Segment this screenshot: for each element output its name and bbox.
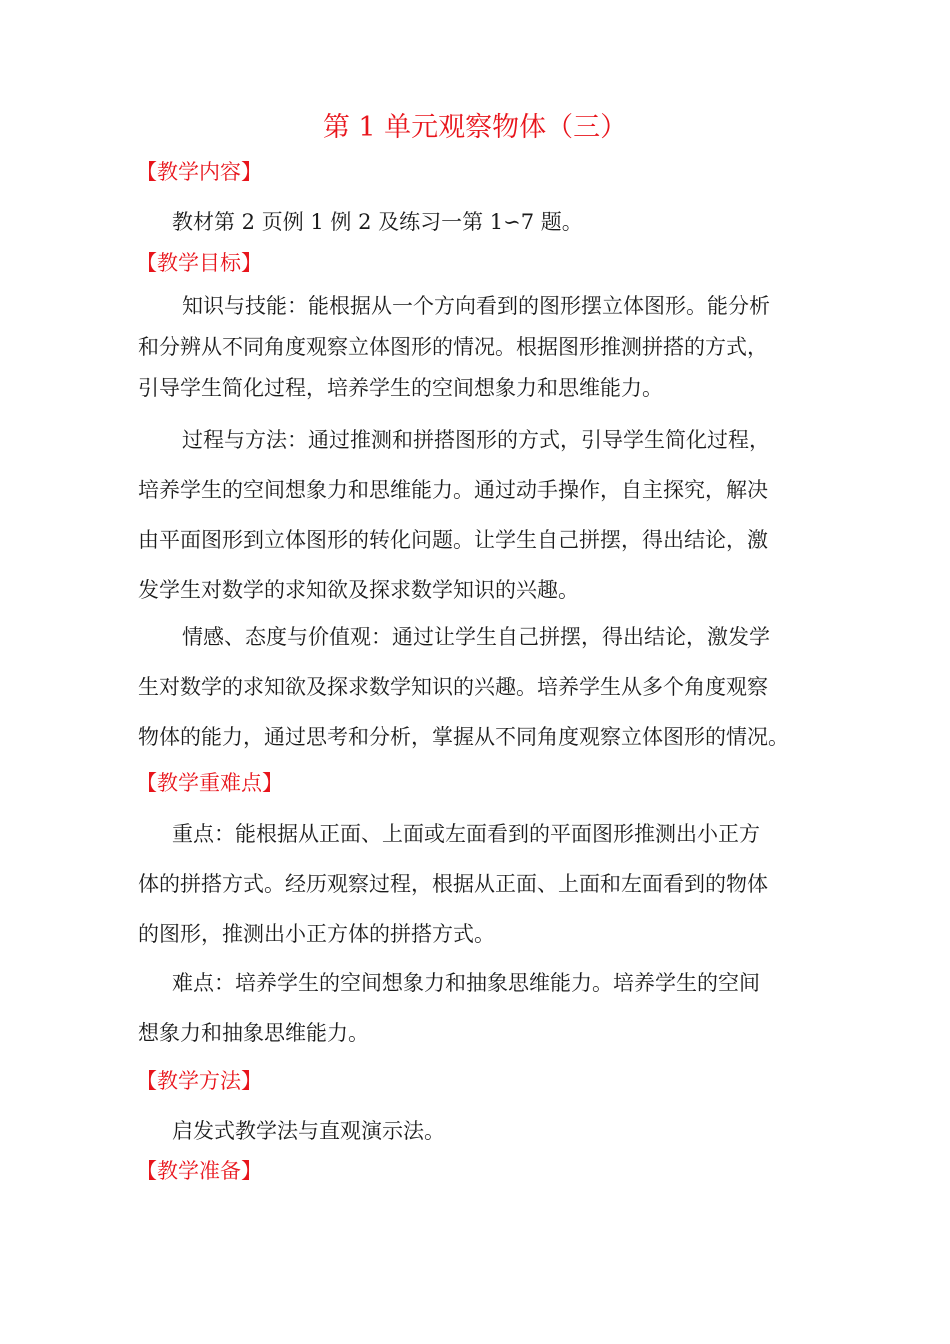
paragraph-knowledge-skills	[138, 286, 838, 409]
text-line: 培养学生的空间想象力和思维能力。通过动手操作，自主探究，解决	[138, 478, 768, 502]
paragraph-emotion-values	[138, 612, 838, 762]
heading-teaching-goals: 【教学目标】	[136, 251, 262, 275]
text-line: 知识与技能：能根据从一个方向看到的图形摆立体图形。能分析	[182, 294, 770, 318]
text-line: 引导学生简化过程，培养学生的空间想象力和思维能力。	[138, 376, 663, 400]
paragraph-process-methods	[138, 415, 838, 615]
paragraph-key-point	[138, 809, 838, 959]
page-title: 第 1 单元观察物体（三）	[322, 112, 628, 143]
text-line: 的图形，推测出小正方体的拼搭方式。	[138, 922, 495, 946]
text-line: 难点：培养学生的空间想象力和抽象思维能力。培养学生的空间	[172, 971, 760, 995]
text-line: 重点：能根据从正面、上面或左面看到的平面图形推测出小正方	[172, 822, 760, 846]
heading-key-points: 【教学重难点】	[136, 771, 283, 795]
heading-teaching-preparation: 【教学准备】	[136, 1159, 262, 1183]
text-line: 生对数学的求知欲及探求数学知识的兴趣。培养学生从多个角度观察	[138, 675, 768, 699]
text-line: 教材第 2 页例 1 例 2 及练习一第 1∽7 题。	[172, 210, 583, 234]
text-line: 过程与方法：通过推测和拼搭图形的方式，引导学生简化过程，	[182, 428, 770, 452]
text-line: 启发式教学法与直观演示法。	[172, 1119, 445, 1143]
paragraph-teaching-method	[138, 1114, 838, 1148]
text-line: 情感、态度与价值观：通过让学生自己拼摆，得出结论，激发学	[182, 625, 770, 649]
paragraph-difficult-point	[138, 958, 838, 1058]
text-line: 体的拼搭方式。经历观察过程，根据从正面、上面和左面看到的物体	[138, 872, 768, 896]
text-line: 发学生对数学的求知欲及探求数学知识的兴趣。	[138, 578, 579, 602]
heading-teaching-method: 【教学方法】	[136, 1069, 262, 1093]
text-line: 想象力和抽象思维能力。	[138, 1021, 369, 1045]
text-line: 由平面图形到立体图形的转化问题。让学生自己拼摆，得出结论，激	[138, 528, 768, 552]
paragraph-teaching-content	[138, 205, 838, 239]
heading-teaching-content: 【教学内容】	[136, 160, 262, 184]
text-line: 和分辨从不同角度观察立体图形的情况。根据图形推测拼搭的方式，	[138, 335, 768, 359]
text-line: 物体的能力，通过思考和分析，掌握从不同角度观察立体图形的情况。	[138, 725, 789, 749]
